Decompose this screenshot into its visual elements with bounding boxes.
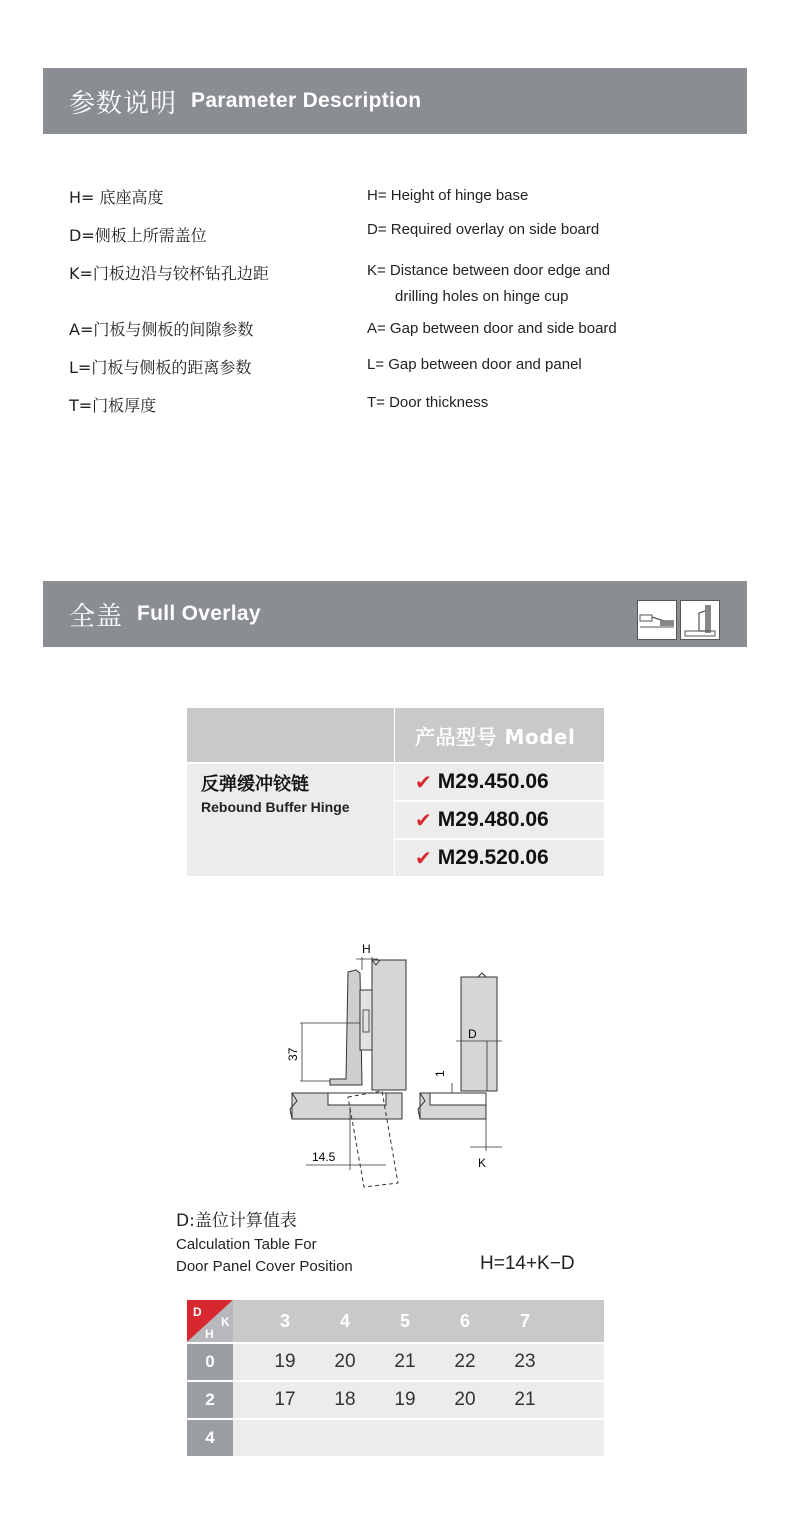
model-row [395, 764, 604, 800]
param-k-en-2: drilling holes on hinge cup [395, 288, 569, 305]
label-d: D [468, 1027, 477, 1041]
param-k-en: K= Distance between door edge and [367, 262, 611, 279]
param-h-cn: H= 底座高度 [69, 188, 164, 207]
model-table [187, 708, 604, 878]
label-14-5: 14.5 [312, 1150, 336, 1164]
calc-title-en [176, 1234, 353, 1278]
calc-table [187, 1300, 604, 1458]
param-h-en: H= Height of hinge base [367, 187, 529, 204]
d-value [375, 1420, 435, 1456]
check-icon: ✔ [415, 846, 432, 870]
d-value [495, 1420, 555, 1456]
d-value: 21 [514, 1389, 536, 1410]
d-value: 20 [454, 1389, 476, 1410]
param-a-cn: A=门板与侧板的间隙参数 [69, 320, 254, 339]
param-d-cn: D=侧板上所需盖位 [69, 226, 207, 245]
hinge-side-view-icon [680, 600, 720, 640]
d-value: 17 [274, 1389, 296, 1410]
check-icon: ✔ [415, 770, 432, 794]
d-value: 19 [394, 1389, 416, 1410]
k-value: 6 [459, 1311, 470, 1331]
d-value: 18 [334, 1389, 356, 1410]
d-value [315, 1420, 375, 1456]
calc-table-header [187, 1300, 604, 1342]
model-table-header [187, 708, 604, 762]
calc-title-en-line2: Door Panel Cover Position [176, 1258, 353, 1275]
param-t-cn: T=门板厚度 [69, 396, 157, 415]
k-value: 7 [519, 1311, 530, 1331]
corner-d: D [193, 1305, 202, 1319]
model-number: M29.450.06 [437, 770, 549, 793]
param-l-cn: L=门板与侧板的距离参数 [69, 358, 252, 377]
table-row [187, 1420, 604, 1456]
d-value [435, 1420, 495, 1456]
h-value: 4 [187, 1420, 233, 1456]
k-value: 5 [399, 1311, 410, 1331]
d-value: 20 [334, 1351, 356, 1372]
label-k: K [478, 1156, 487, 1170]
calc-title-en-line1: Calculation Table For [176, 1236, 317, 1253]
full-overlay-banner [43, 581, 747, 647]
section-title-en: Parameter Description [191, 89, 422, 112]
overlay-icons [637, 600, 720, 640]
product-name-cn: 反弹缓冲铰链 [201, 774, 309, 795]
corner-h: H [205, 1327, 214, 1341]
label-37: 37 [286, 1047, 300, 1061]
model-row [395, 840, 604, 876]
param-a-en: A= Gap between door and side board [367, 320, 617, 337]
product-name-en: Rebound Buffer Hinge [201, 799, 350, 815]
section-title-en: Full Overlay [137, 602, 261, 625]
table-row [187, 1344, 604, 1380]
model-row [395, 802, 604, 838]
section-title-cn: 参数说明 [69, 88, 178, 119]
model-header-label: 产品型号 Model [395, 708, 604, 762]
product-name-cell [187, 764, 394, 876]
param-k-cn: K=门板边沿与铰杯钻孔边距 [69, 264, 269, 283]
formula: H=14+K−D [480, 1253, 575, 1274]
corner-k: K [221, 1315, 230, 1329]
d-value: 21 [394, 1351, 416, 1372]
d-value: 19 [274, 1351, 296, 1372]
check-icon: ✔ [415, 808, 432, 832]
k-value: 4 [339, 1311, 350, 1331]
d-value: 22 [454, 1351, 476, 1372]
calc-title-cn: D:盖位计算值表 [176, 1211, 297, 1231]
param-d-en: D= Required overlay on side board [367, 221, 600, 238]
parameter-description-banner [43, 68, 747, 134]
label-1: 1 [433, 1070, 447, 1077]
hinge-technical-drawing [270, 935, 520, 1195]
hinge-top-view-icon [637, 600, 677, 640]
h-value: 2 [187, 1382, 233, 1418]
param-t-en: T= Door thickness [367, 394, 489, 411]
param-l-en: L= Gap between door and panel [367, 356, 582, 373]
label-h: H [362, 942, 371, 956]
model-number: M29.520.06 [437, 846, 549, 869]
model-number: M29.480.06 [437, 808, 549, 831]
d-value: 23 [514, 1351, 536, 1372]
table-row [187, 1382, 604, 1418]
section-title-cn: 全盖 [69, 601, 124, 632]
h-value: 0 [187, 1344, 233, 1380]
k-value: 3 [279, 1311, 290, 1331]
d-value [255, 1420, 315, 1456]
corner-cell [187, 1300, 233, 1342]
